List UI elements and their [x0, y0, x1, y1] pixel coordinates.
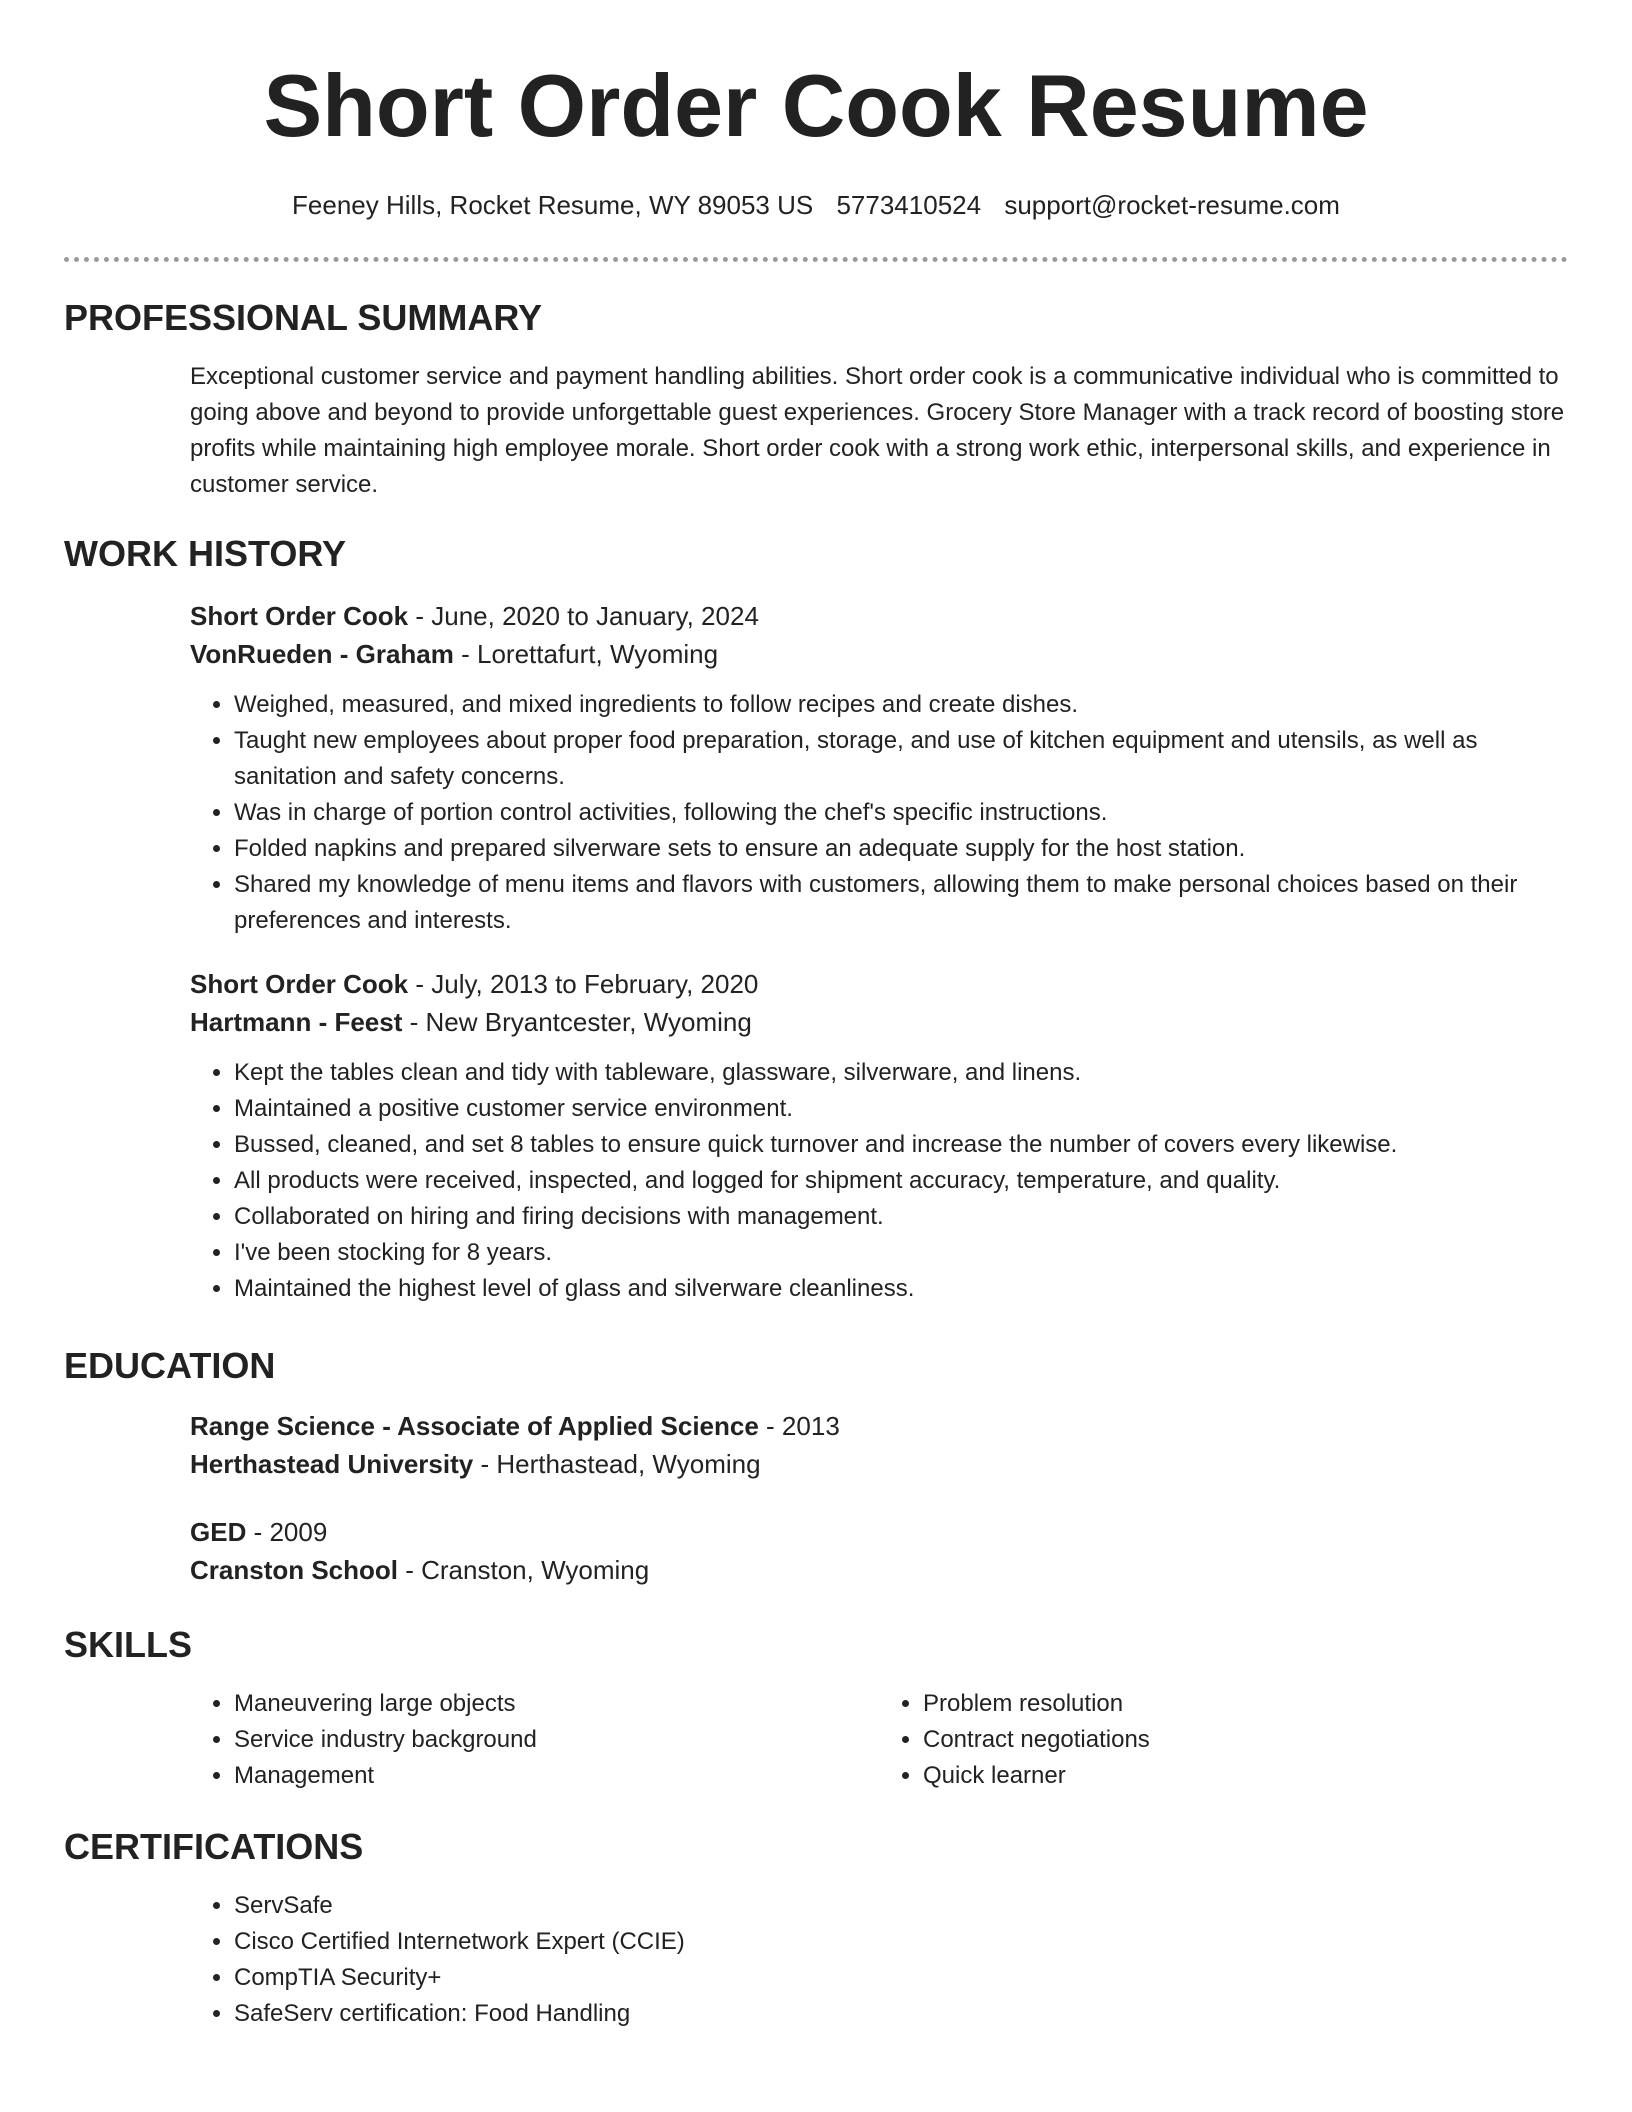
education-entry [64, 1513, 1568, 1589]
degree-line [190, 1513, 1568, 1551]
job-role: Short Order Cook [190, 601, 409, 631]
job-dates: - July, 2013 to February, 2020 [408, 969, 759, 999]
job-company-line [190, 1003, 1568, 1041]
list-item: • Maintained the highest level of glass and silverware cleanliness. [234, 1271, 1568, 1307]
degree-year: - 2013 [758, 1411, 840, 1441]
job-duties-list [190, 1055, 1568, 1307]
list-item: • Quick learner [923, 1758, 1568, 1794]
list-item: • All products were received, inspected, and logged for shipment accuracy, temperature, and quality. [234, 1163, 1568, 1199]
list-item: • Was in charge of portion control activities, following the chef's specific instructions. [234, 795, 1568, 831]
skills-columns [64, 1686, 1568, 1794]
school-line [190, 1551, 1568, 1589]
list-item: • Weighed, measured, and mixed ingredients to follow recipes and create dishes. [234, 687, 1568, 723]
job-location: - New Bryantcester, Wyoming [402, 1007, 752, 1037]
contact-phone: 5773410524 [836, 190, 982, 220]
list-item: • ServSafe [234, 1888, 1568, 1924]
degree-name: Range Science - Associate of Applied Science [190, 1411, 759, 1441]
education-section [64, 1344, 1568, 1589]
school-line [190, 1445, 1568, 1483]
job-title-line [190, 597, 1568, 635]
education-heading: EDUCATION [64, 1345, 276, 1386]
school-location: - Cranston, Wyoming [398, 1555, 650, 1585]
contact-line [64, 189, 1568, 221]
list-item: • I've been stocking for 8 years. [234, 1235, 1568, 1271]
work-history-heading: WORK HISTORY [64, 533, 347, 574]
certifications-list [190, 1888, 1568, 2032]
job-company: VonRueden - Graham [190, 639, 454, 669]
header-divider [64, 257, 1568, 262]
list-item: • Maintained a positive customer service environment. [234, 1091, 1568, 1127]
certifications-heading: CERTIFICATIONS [64, 1826, 364, 1867]
degree-name: GED [190, 1517, 247, 1547]
list-item: • Management [234, 1758, 879, 1794]
degree-year: - 2009 [246, 1517, 328, 1547]
certifications-section [64, 1825, 1568, 2032]
job-company-line [190, 635, 1568, 673]
job-location: - Lorettafurt, Wyoming [453, 639, 719, 669]
school-name: Herthastead University [190, 1449, 474, 1479]
job-company: Hartmann - Feest [190, 1007, 403, 1037]
list-item: • Maneuvering large objects [234, 1686, 879, 1722]
list-item: • Contract negotiations [923, 1722, 1568, 1758]
skills-list-left [190, 1686, 879, 1794]
list-item: • Problem resolution [923, 1686, 1568, 1722]
list-item: • Bussed, cleaned, and set 8 tables to ensure quick turnover and increase the number of covers every likewise. [234, 1127, 1568, 1163]
job-title-line [190, 965, 1568, 1003]
summary-heading: PROFESSIONAL SUMMARY [64, 297, 543, 338]
job-entry [64, 597, 1568, 939]
list-item: • CompTIA Security+ [234, 1960, 1568, 1996]
resume-page [64, 0, 1568, 2027]
school-location: - Herthastead, Wyoming [473, 1449, 761, 1479]
list-item: • Collaborated on hiring and firing decisions with management. [234, 1199, 1568, 1235]
resume-title: Short Order Cook Resume [263, 56, 1369, 155]
summary-section [64, 296, 1568, 503]
summary-text: Exceptional customer service and payment handling abilities. Short order cook is a communicative individual who is committed to going above and beyond to provide unforgettable guest experiences. Grocery Store Manager with a track record of boosting store profits while maintaining high employee morale. Short order cook with a strong work ethic, interpersonal skills, and experience in customer service. [190, 363, 1565, 498]
job-entry [64, 965, 1568, 1307]
skills-section [64, 1623, 1568, 1794]
list-item: • Taught new employees about proper food preparation, storage, and use of kitchen equipment and utensils, as well as sanitation and safety concerns. [234, 723, 1568, 795]
contact-address: Feeney Hills, Rocket Resume, WY 89053 US [292, 190, 814, 220]
list-item: • SafeServ certification: Food Handling [234, 1996, 1568, 2032]
job-role: Short Order Cook [190, 969, 409, 999]
list-item: • Folded napkins and prepared silverware sets to ensure an adequate supply for the host station. [234, 831, 1568, 867]
list-item: • Shared my knowledge of menu items and flavors with customers, allowing them to make personal choices based on their preferences and interests. [234, 867, 1568, 939]
list-item: • Service industry background [234, 1722, 879, 1758]
list-item: • Kept the tables clean and tidy with tableware, glassware, silverware, and linens. [234, 1055, 1568, 1091]
education-entry [64, 1407, 1568, 1483]
work-history-section [64, 532, 1568, 1307]
job-dates: - June, 2020 to January, 2024 [408, 601, 759, 631]
list-item: • Cisco Certified Internetwork Expert (CCIE) [234, 1924, 1568, 1960]
job-duties-list [190, 687, 1568, 939]
skills-list-right [879, 1686, 1568, 1794]
degree-line [190, 1407, 1568, 1445]
skills-heading: SKILLS [64, 1624, 193, 1665]
school-name: Cranston School [190, 1555, 399, 1585]
contact-email: support@rocket-resume.com [1004, 190, 1340, 220]
